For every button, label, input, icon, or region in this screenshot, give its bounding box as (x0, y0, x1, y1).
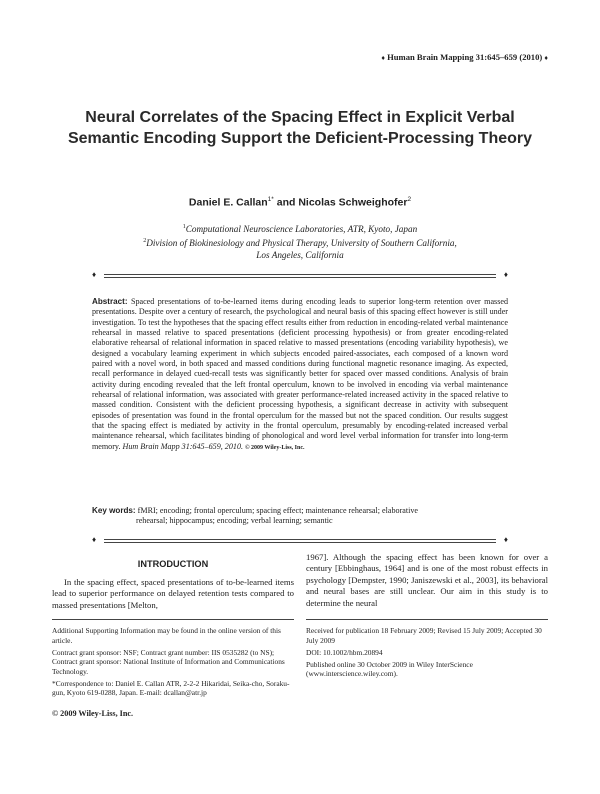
author-conjunction: and (276, 196, 296, 209)
keywords-line: rehearsal; hippocampus; encoding; verbal learning; semantic (136, 516, 333, 526)
affiliation-1: $^1$Computational Neuroscience Laboratories, ATR, Kyoto, Japan (182, 224, 418, 235)
author-list (0, 196, 600, 209)
diamond-icon: ♦ (381, 54, 385, 62)
author-affil-mark: 1* (267, 196, 274, 203)
footnote: Additional Supporting Information may be found in the online version of this article. (52, 626, 281, 645)
diamond-icon: ♦ (544, 54, 548, 62)
body-text-column-2: 1967]. Although the spacing effect has been known for over a century [Ebbinghaus, 1964] and is one of the most robust effects in psychology [Dempster, 1990; Janiszewski et al., 2003], its behavioral and neural bases are still unclear. Our aim in this study is to determine the neural (306, 552, 548, 608)
abstract-copyright: © 2009 Wiley-Liss, Inc. (245, 444, 305, 451)
page-copyright: © 2009 Wiley-Liss, Inc. (52, 709, 134, 718)
author-affil-mark: 2 (407, 196, 412, 203)
footnote-rule (306, 619, 548, 620)
footnotes-left (52, 626, 294, 700)
author-name: Daniel E. Callan (188, 196, 268, 209)
footnote: Published online 30 October 2009 in Wiley InterScience (www.interscience.wiley.com). (306, 659, 473, 678)
diamond-icon: ♦ (92, 270, 97, 279)
abstract-text: Spaced presentations of to-be-learned items during encoding leads to superior long-term retention over massed presentations. Despite over a century of research, the psychological and neural basis of this spacing effect however is still under investigation. To test the hypotheses that the spacing effect results either from reduction in encoding-related verbal maintenance rehearsal in massed relative to spaced presentations (deficient processing hypothesis) or from greater encoding-related elaborative rehearsal of relational information in spaced relative to massed presentations (encoding variability hypothesis), we designed a vocabulary learning experiment in which subjects encoded paired-associates, each composed of a known word paired with a novel word, in both spaced and massed conditions during functional magnetic resonance imaging. As expected, recall performance in delayed cued-recall tests was significantly better for spaced over massed conditions. Analysis of brain activity during encoding revealed that the left frontal operculum, known to be involved in encoding via verbal maintenance rehearsal of relational information, was associated with greater performance-related increased activity in the spaced relative to massed condition. Consistent with the deficient processing hypothesis, a significant decrease in activity with subsequent episodes of presentation was found in the frontal operculum for the massed but not the spaced condition. Our results suggest that the spacing effect is mediated by activity in the frontal operculum, presumably by encoding-related increased verbal maintenance rehearsal, which facilitates binding of phonological and word level verbal information for transfer into long-term memory. (92, 297, 508, 451)
abstract (92, 297, 508, 453)
diamond-icon: ♦ (503, 535, 508, 544)
paper-title: Neural Correlates of the Spacing Effect in Explicit Verbal Semantic Encoding Support the Deficient-Processing Theory (67, 109, 533, 147)
abstract-citation: Hum Brain Mapp 31:645–659, 2010. (122, 441, 244, 451)
keywords (92, 506, 508, 527)
author-name: Nicolas Schweighofer (298, 196, 408, 209)
journal-citation: Human Brain Mapping 31:645–659 (2010) (387, 52, 543, 62)
section-heading: INTRODUCTION (137, 559, 209, 569)
affiliation-2-city: Los Angeles, California (256, 250, 344, 261)
section-divider (92, 270, 508, 279)
running-header (381, 52, 548, 62)
section-divider (92, 535, 508, 544)
body-text-column-1: In the spacing effect, spaced presentations of to-be-learned items lead to superior performance on delayed retention tests compared to massed presentations [Melton, (52, 577, 294, 610)
affiliations (60, 221, 540, 261)
footnote: Received for publication 18 February 2009; Revised 15 July 2009; Accepted 30 July 2009 (306, 626, 542, 645)
keywords-line: fMRI; encoding; frontal operculum; spacing effect; maintenance rehearsal; elaborative (137, 506, 418, 515)
diamond-icon: ♦ (503, 270, 508, 279)
abstract-label: Abstract: (92, 297, 128, 306)
keywords-label: Key words: (92, 506, 136, 515)
footnote: *Correspondence to: Daniel E. Callan ATR, 2-2-2 Hikaridai, Seika-cho, Soraku-gun, Kyoto 619-0288, Japan. E-mail: dcallan@atr.jp (52, 678, 290, 697)
affiliation-2: $^2$Division of Biokinesiology and Physical Therapy, University of Southern California, (143, 238, 457, 249)
diamond-icon: ♦ (92, 535, 97, 544)
footnote: DOI: 10.1002/hbm.20894 (306, 647, 383, 657)
footnotes-right (306, 626, 548, 681)
footnote: Contract grant sponsor: NSF; Contract grant number: IIS 0535282 (to NS); Contract grant sponsor: National Institute of Information and Communications Technology. (52, 647, 285, 676)
footnote-rule (52, 619, 294, 620)
